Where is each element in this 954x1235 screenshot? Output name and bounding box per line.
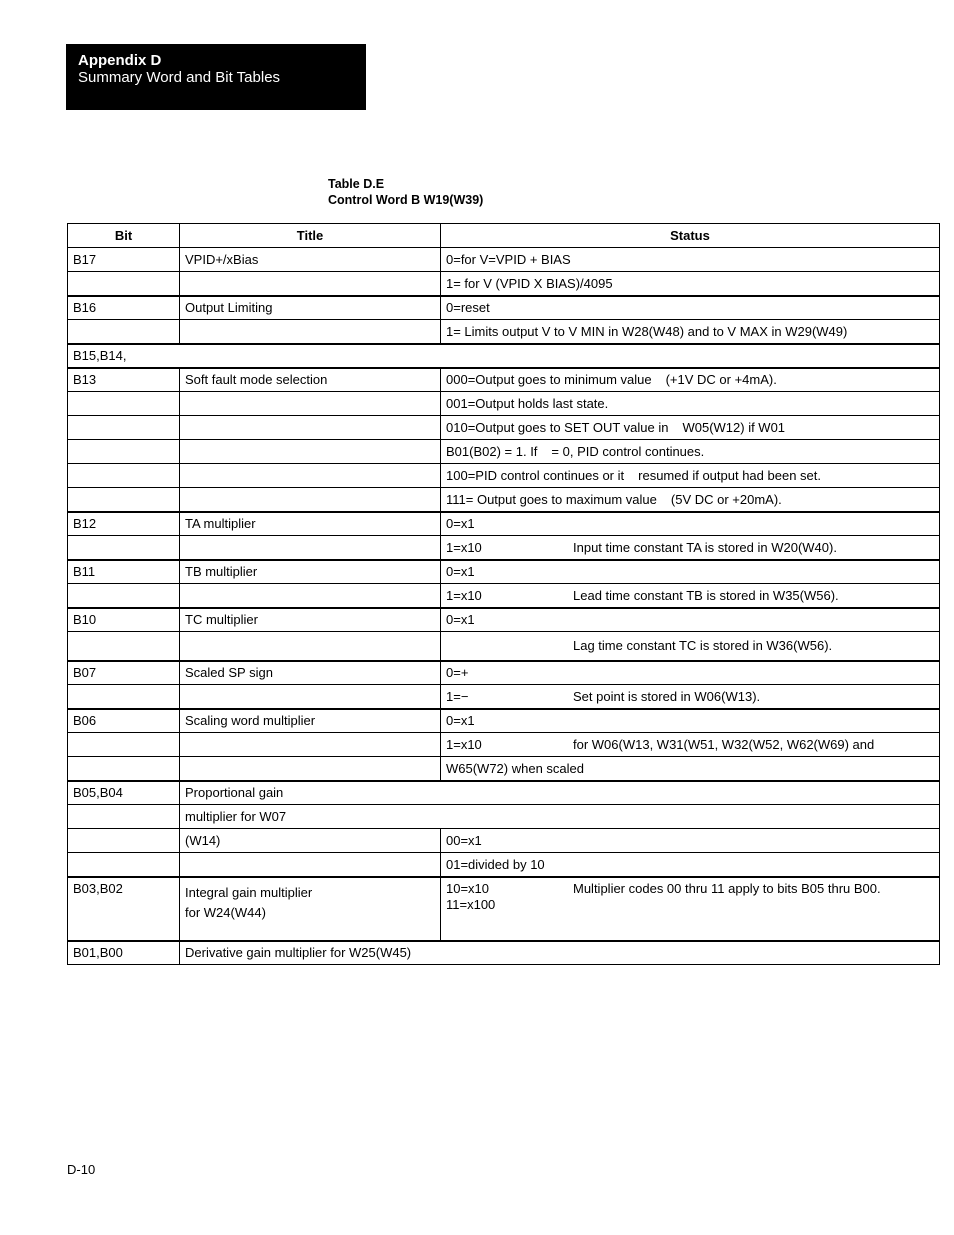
bit-cell bbox=[68, 685, 180, 709]
title-cell bbox=[180, 757, 441, 781]
status-text: 100=PID control continues or it bbox=[446, 468, 625, 483]
bit-cell bbox=[68, 829, 180, 853]
status-note: for W06(W13, W31(W51, W32(W52, W62(W69) and bbox=[573, 737, 875, 752]
status-text: 1=x10 bbox=[446, 587, 482, 603]
status-cell: 001=Output holds last state. bbox=[441, 392, 940, 416]
title-cell: Scaling word multiplier bbox=[180, 709, 441, 733]
title-cell: Output Limiting bbox=[180, 296, 441, 320]
title-cell: multiplier for W07 bbox=[180, 805, 940, 829]
control-word-table bbox=[67, 223, 940, 965]
appendix-header bbox=[66, 44, 366, 110]
bit-cell bbox=[68, 536, 180, 560]
bit-cell: B17 bbox=[68, 248, 180, 272]
appendix-title: Appendix D bbox=[78, 52, 162, 69]
status-line: 10=x10 bbox=[446, 880, 490, 896]
title-cell bbox=[180, 320, 441, 344]
status-cell: 00=x1 bbox=[441, 829, 940, 853]
title-cell bbox=[180, 440, 441, 464]
title-cell: Proportional gain bbox=[180, 781, 940, 805]
table-row bbox=[68, 685, 940, 709]
status-cell bbox=[441, 733, 940, 757]
table-row bbox=[68, 608, 940, 632]
bit-cell: B05,B04 bbox=[68, 781, 180, 805]
page-number: D-10 bbox=[67, 1162, 96, 1177]
bit-cell: B13 bbox=[68, 368, 180, 392]
title-cell: (W14) bbox=[180, 829, 441, 853]
title-cell: Soft fault mode selection bbox=[180, 368, 441, 392]
title-cell bbox=[180, 464, 441, 488]
status-cell: 0=x1 bbox=[441, 709, 940, 733]
title-cell bbox=[180, 877, 441, 941]
title-cell: Derivative gain multiplier for W25(W45) bbox=[180, 941, 940, 965]
status-note: Lag time constant TC is stored in W36(W56). bbox=[573, 638, 833, 654]
table-row bbox=[68, 512, 940, 536]
table-row bbox=[68, 733, 940, 757]
status-text: 000=Output goes to minimum value bbox=[446, 372, 652, 388]
status-note: resumed if output had been set. bbox=[638, 468, 821, 483]
status-cell: 0=x1 bbox=[441, 512, 940, 536]
table-row bbox=[68, 272, 940, 296]
table-row bbox=[68, 709, 940, 733]
bit-cell bbox=[68, 392, 180, 416]
column-header-title: Title bbox=[180, 224, 441, 248]
bit-cell: B12 bbox=[68, 512, 180, 536]
status-cell: 1= for V (VPID X BIAS)/4095 bbox=[441, 272, 940, 296]
bit-cell bbox=[68, 805, 180, 829]
bit-cell bbox=[68, 632, 180, 661]
status-note: (5V DC or +20mA). bbox=[670, 491, 782, 507]
table-row bbox=[68, 248, 940, 272]
title-cell: TC multiplier bbox=[180, 608, 441, 632]
status-cell: 0=reset bbox=[441, 296, 940, 320]
bit-cell: B11 bbox=[68, 560, 180, 584]
status-line: 11=x100 bbox=[446, 896, 496, 912]
bit-cell: B16 bbox=[68, 296, 180, 320]
table-caption bbox=[328, 176, 483, 208]
title-cell: TB multiplier bbox=[180, 560, 441, 584]
title-cell bbox=[180, 272, 441, 296]
title-cell bbox=[180, 853, 441, 877]
status-note: W05(W12) if W01 bbox=[682, 420, 786, 435]
status-cell: 0=x1 bbox=[441, 560, 940, 584]
status-cell bbox=[441, 416, 940, 440]
table-row bbox=[68, 584, 940, 608]
status-cell: 1= Limits output V to V MIN in W28(W48) and to V MAX in W29(W49) bbox=[441, 320, 940, 344]
bit-cell bbox=[68, 584, 180, 608]
title-cell bbox=[180, 392, 441, 416]
table-row bbox=[68, 392, 940, 416]
bit-cell bbox=[68, 416, 180, 440]
title-cell: Scaled SP sign bbox=[180, 661, 441, 685]
table-row bbox=[68, 464, 940, 488]
status-cell: 0=x1 bbox=[441, 608, 940, 632]
status-cell bbox=[441, 464, 940, 488]
bit-cell: B07 bbox=[68, 661, 180, 685]
status-cell bbox=[441, 877, 940, 941]
table-row bbox=[68, 757, 940, 781]
table-row bbox=[68, 488, 940, 512]
status-cell: 01=divided by 10 bbox=[441, 853, 940, 877]
table-number: Table D.E bbox=[328, 177, 385, 191]
status-text: 010=Output goes to SET OUT value in bbox=[446, 420, 669, 435]
status-note: Lead time constant TB is stored in W35(W56). bbox=[573, 587, 839, 603]
table-row bbox=[68, 853, 940, 877]
title-cell bbox=[180, 584, 441, 608]
status-note: Set point is stored in W06(W13). bbox=[573, 688, 761, 704]
bit-cell bbox=[68, 757, 180, 781]
title-cell bbox=[180, 536, 441, 560]
status-note: = 0, PID control continues. bbox=[551, 444, 705, 459]
status-text: 1=x10 bbox=[446, 737, 482, 752]
title-line: for W24(W44) bbox=[185, 904, 266, 920]
table-row bbox=[68, 320, 940, 344]
title-cell bbox=[180, 685, 441, 709]
table-row bbox=[68, 344, 940, 368]
status-text: 1=− bbox=[446, 688, 469, 704]
status-note: Input time constant TA is stored in W20(W40). bbox=[573, 539, 837, 555]
status-text: 111= Output goes to maximum value bbox=[446, 491, 657, 507]
bit-cell bbox=[68, 440, 180, 464]
table-row bbox=[68, 368, 940, 392]
title-cell bbox=[180, 733, 441, 757]
bit-cell: B01,B00 bbox=[68, 941, 180, 965]
status-note: Multiplier codes 00 thru 11 apply to bits B05 thru B00. bbox=[573, 880, 881, 896]
bit-cell: B15,B14, bbox=[68, 344, 940, 368]
status-cell: 0=+ bbox=[441, 661, 940, 685]
status-cell bbox=[441, 488, 940, 512]
status-cell: 0=for V=VPID + BIAS bbox=[441, 248, 940, 272]
title-cell bbox=[180, 488, 441, 512]
status-text: B01(B02) = 1. If bbox=[446, 444, 538, 459]
column-header-bit: Bit bbox=[68, 224, 180, 248]
status-text: 1=x10 bbox=[446, 539, 482, 555]
status-cell bbox=[441, 440, 940, 464]
table-row bbox=[68, 416, 940, 440]
title-cell: TA multiplier bbox=[180, 512, 441, 536]
bit-cell bbox=[68, 272, 180, 296]
status-cell bbox=[441, 685, 940, 709]
table-title: Control Word B W19(W39) bbox=[328, 193, 484, 207]
table-row bbox=[68, 440, 940, 464]
title-cell bbox=[180, 416, 441, 440]
bit-cell bbox=[68, 733, 180, 757]
table-row bbox=[68, 661, 940, 685]
table-row bbox=[68, 632, 940, 661]
bit-cell: B06 bbox=[68, 709, 180, 733]
table-row bbox=[68, 536, 940, 560]
status-cell: W65(W72) when scaled bbox=[441, 757, 940, 781]
bit-cell: B10 bbox=[68, 608, 180, 632]
table-row bbox=[68, 296, 940, 320]
status-cell bbox=[441, 368, 940, 392]
table-row bbox=[68, 877, 940, 941]
status-cell bbox=[441, 632, 940, 661]
table-header-row bbox=[68, 224, 940, 248]
column-header-status: Status bbox=[441, 224, 940, 248]
table-row bbox=[68, 781, 940, 805]
appendix-subtitle: Summary Word and Bit Tables bbox=[78, 69, 281, 86]
table-row bbox=[68, 829, 940, 853]
bit-cell bbox=[68, 488, 180, 512]
status-note: (+1V DC or +4mA). bbox=[665, 372, 777, 388]
title-cell: VPID+/xBias bbox=[180, 248, 441, 272]
bit-cell bbox=[68, 320, 180, 344]
bit-cell bbox=[68, 464, 180, 488]
status-cell bbox=[441, 536, 940, 560]
bit-cell bbox=[68, 853, 180, 877]
table-row bbox=[68, 560, 940, 584]
table-row bbox=[68, 805, 940, 829]
title-cell bbox=[180, 632, 441, 661]
table-row bbox=[68, 941, 940, 965]
bit-cell: B03,B02 bbox=[68, 877, 180, 941]
title-line: Integral gain multiplier bbox=[185, 884, 313, 900]
status-cell bbox=[441, 584, 940, 608]
